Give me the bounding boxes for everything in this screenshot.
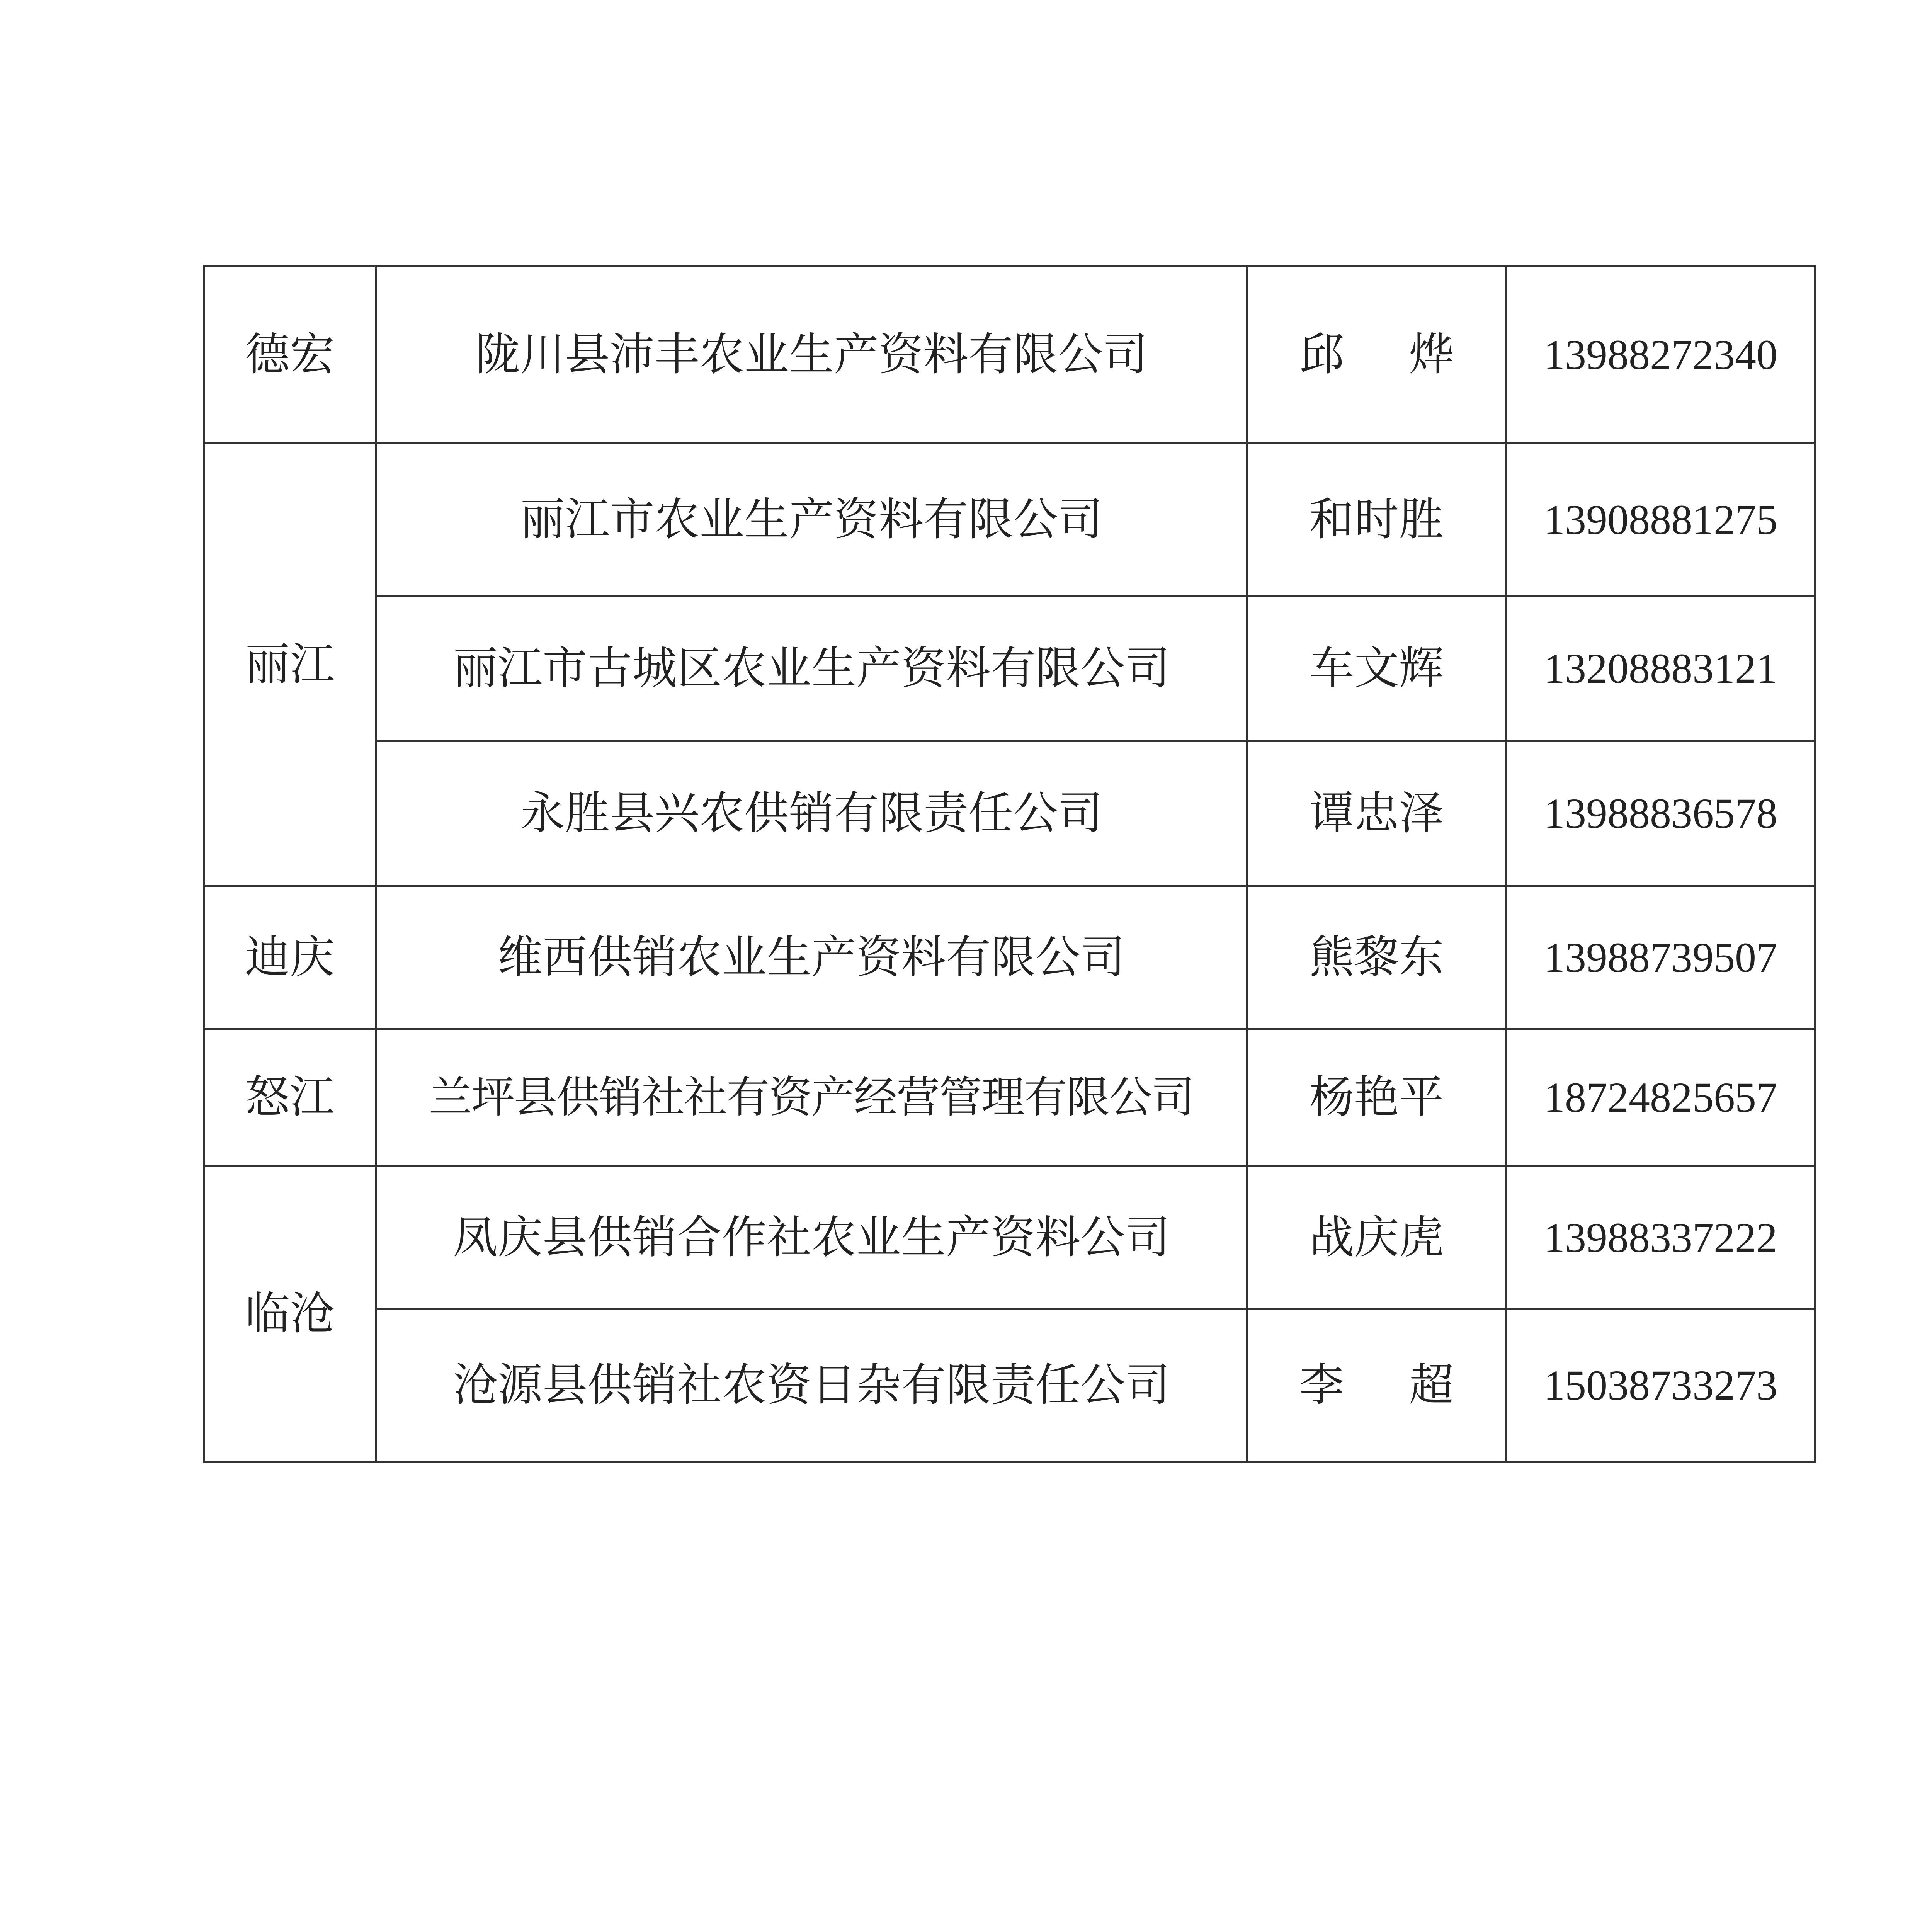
company-cell: 凤庆县供销合作社农业生产资料公司	[376, 1166, 1247, 1309]
phone-cell: 13988272340	[1506, 266, 1815, 444]
supplier-contact-table	[203, 265, 1816, 1463]
table-row	[204, 741, 1815, 886]
table-row	[204, 444, 1815, 596]
contact-cell	[1247, 266, 1506, 444]
table-row	[204, 886, 1815, 1029]
table-row	[204, 596, 1815, 741]
company-cell: 丽江市古城区农业生产资料有限公司	[376, 596, 1247, 741]
contact-name: 李 超	[1299, 1359, 1454, 1412]
contact-cell	[1247, 1309, 1506, 1462]
company-cell: 维西供销农业生产资料有限公司	[376, 886, 1247, 1029]
company-cell: 永胜县兴农供销有限责任公司	[376, 741, 1247, 886]
contact-cell: 杨艳平	[1247, 1029, 1506, 1166]
region-cell: 临沧	[204, 1166, 376, 1462]
region-cell: 怒江	[204, 1029, 376, 1166]
region-cell: 丽江	[204, 444, 376, 886]
contact-cell: 熊黎东	[1247, 886, 1506, 1029]
phone-cell: 13208883121	[1506, 596, 1815, 741]
table-row	[204, 1029, 1815, 1166]
contact-cell: 和时胜	[1247, 444, 1506, 596]
table-row	[204, 1309, 1815, 1462]
phone-cell: 13988739507	[1506, 886, 1815, 1029]
phone-cell: 15038733273	[1506, 1309, 1815, 1462]
table-row	[204, 266, 1815, 444]
phone-cell: 13988337222	[1506, 1166, 1815, 1309]
phone-cell: 13908881275	[1506, 444, 1815, 596]
contact-name: 邱 烨	[1299, 328, 1454, 381]
contact-cell: 谭忠泽	[1247, 741, 1506, 886]
region-cell: 迪庆	[204, 886, 376, 1029]
region-cell: 德宏	[204, 266, 376, 444]
company-cell: 陇川县沛丰农业生产资料有限公司	[376, 266, 1247, 444]
company-cell: 丽江市农业生产资料有限公司	[376, 444, 1247, 596]
table-row	[204, 1166, 1815, 1309]
contact-cell: 战庆虎	[1247, 1166, 1506, 1309]
company-cell: 兰坪县供销社社有资产经营管理有限公司	[376, 1029, 1247, 1166]
phone-cell: 13988836578	[1506, 741, 1815, 886]
company-cell: 沧源县供销社农资日杂有限责任公司	[376, 1309, 1247, 1462]
contact-cell: 车文辉	[1247, 596, 1506, 741]
phone-cell: 18724825657	[1506, 1029, 1815, 1166]
